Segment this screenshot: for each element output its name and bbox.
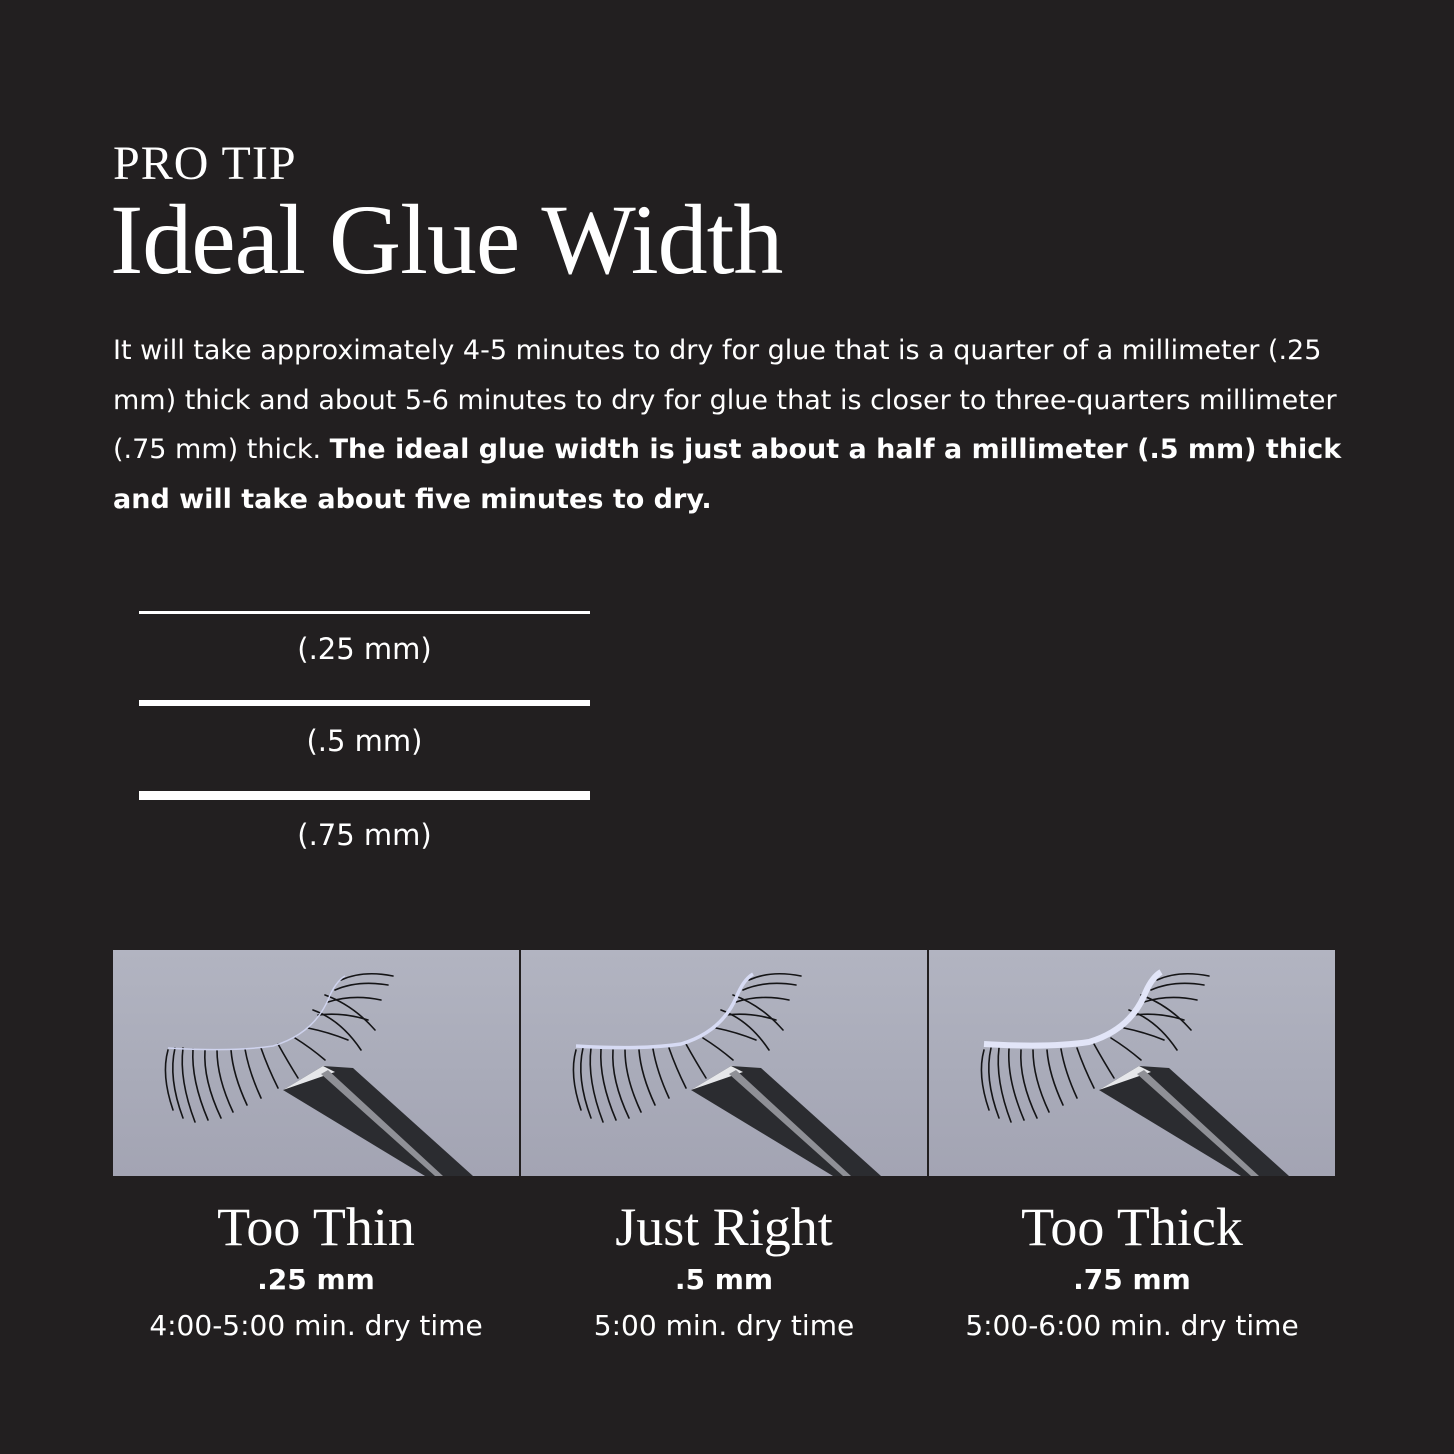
lash-photo-too-thick (929, 950, 1335, 1176)
example-dry-time-just-right: 5:00 min. dry time (593, 1309, 855, 1342)
intro-bold-text: The ideal glue width is just about a half a millimeter (.5 mm) thick and will take about five minutes to dry. (113, 434, 1342, 515)
intro-regular-text: It will take approximately 4-5 minutes to dry for glue that is a quarter of a millimeter (.25 mm) thick and about 5-6 minutes to dry for glue that is closer to three-quarters millimeter (.75 mm) thick. (113, 335, 1337, 465)
kicker-text: PRO TIP (113, 137, 297, 190)
example-title-too-thick: Too Thick (1021, 1197, 1243, 1257)
glue-line-thick (139, 791, 590, 800)
example-size-just-right: .5 mm (674, 1263, 774, 1296)
example-dry-time-too-thin: 4:00-5:00 min. dry time (149, 1309, 483, 1342)
example-title-too-thin: Too Thin (217, 1197, 415, 1257)
lash-photo-too-thin (113, 950, 519, 1176)
example-title-just-right: Just Right (615, 1197, 833, 1257)
example-size-too-thick: .75 mm (1073, 1263, 1191, 1296)
page-title: Ideal Glue Width (110, 184, 783, 295)
lash-photo-just-right (521, 950, 927, 1176)
glue-line-thick-label: (.75 mm) (297, 818, 432, 852)
glue-line-medium-label: (.5 mm) (306, 724, 423, 758)
intro-paragraph (113, 326, 1343, 524)
example-dry-time-too-thick: 5:00-6:00 min. dry time (965, 1309, 1299, 1342)
glue-line-thin-label: (.25 mm) (297, 632, 432, 666)
glue-line-medium (139, 700, 590, 706)
glue-line-thin (139, 611, 590, 614)
example-size-too-thin: .25 mm (257, 1263, 375, 1296)
